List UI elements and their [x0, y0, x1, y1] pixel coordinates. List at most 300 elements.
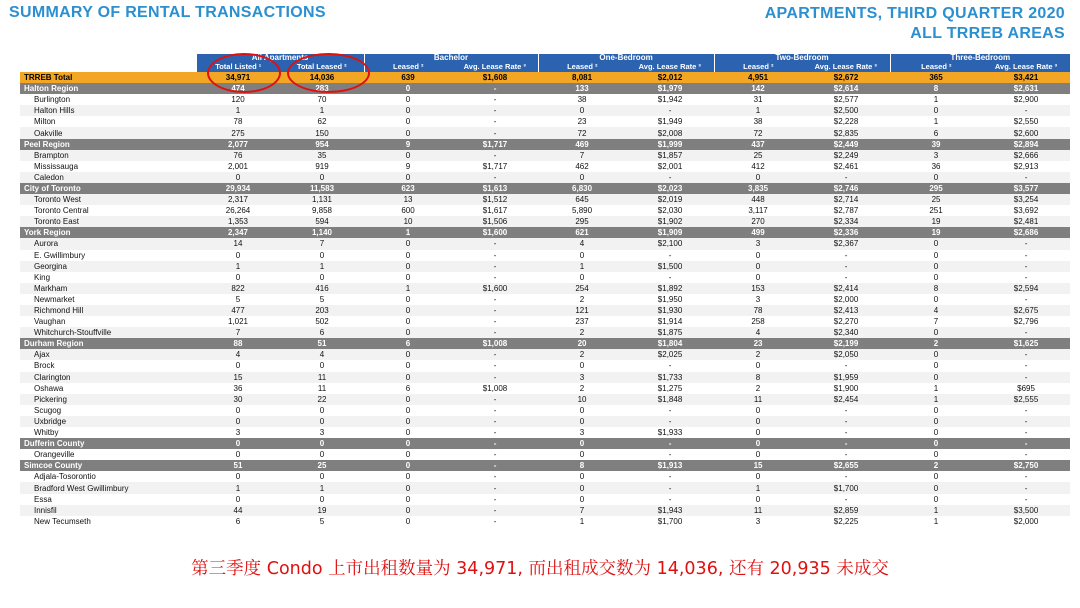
table-cell: - — [844, 405, 848, 415]
table-cell: 20 — [538, 338, 626, 349]
table-cell: - — [452, 305, 538, 316]
table-cell: 25 — [890, 194, 982, 205]
table-cell: 3 — [579, 428, 585, 438]
area-name: Burlington — [34, 95, 71, 105]
table-cell: 2 — [890, 338, 982, 349]
table-row — [20, 405, 1070, 416]
table-cell: 4 — [538, 238, 626, 249]
table-cell: $1,933 — [657, 428, 683, 438]
table-cell: 0 — [579, 450, 585, 460]
table-cell: 1 — [538, 261, 626, 272]
area-name: Milton — [34, 117, 56, 127]
table-row — [20, 482, 1070, 493]
subtitle-line-1: APARTMENTS, THIRD QUARTER 2020 — [764, 5, 1065, 22]
table-cell: 0 — [319, 494, 325, 504]
table-cell: - — [452, 261, 538, 272]
table-cell: - — [1024, 472, 1028, 482]
table-cell: 0 — [364, 83, 452, 94]
column-header: Total Listed ¹ — [196, 62, 280, 72]
table-cell: $2,672 — [802, 72, 890, 83]
table-cell: $2,796 — [1013, 317, 1039, 327]
table-cell: $1,999 — [626, 139, 714, 150]
group-one-bedroom: One-Bedroom — [538, 54, 714, 62]
table-cell: $2,675 — [982, 305, 1070, 316]
table-cell: 0 — [319, 272, 325, 282]
area-name: Bradford West Gwillimbury — [20, 482, 196, 493]
table-cell: 1 — [890, 505, 982, 516]
table-row — [20, 150, 1070, 161]
table-cell: $2,008 — [626, 127, 714, 138]
table-cell: $1,600 — [452, 227, 538, 238]
table-cell: - — [802, 438, 890, 449]
table-cell: 3 — [538, 372, 626, 383]
table-cell: $2,686 — [982, 227, 1070, 238]
table-cell: 295 — [538, 216, 626, 227]
table-cell: - — [626, 105, 714, 116]
table-cell: - — [493, 450, 497, 460]
table-cell: 4 — [196, 349, 280, 360]
table-cell: 5 — [319, 516, 325, 526]
table-cell: - — [668, 250, 672, 260]
table-cell: 5 — [319, 294, 325, 304]
table-cell: 0 — [319, 472, 325, 482]
table-cell: 121 — [538, 305, 626, 316]
area-name: Markham — [20, 283, 196, 294]
subtitle-line-2: ALL TRREB AREAS — [910, 25, 1065, 42]
table-cell: - — [452, 105, 538, 116]
table-cell: - — [982, 238, 1070, 249]
table-cell: 0 — [405, 250, 411, 260]
table-cell: - — [626, 438, 714, 449]
table-cell: 0 — [890, 105, 982, 116]
table-cell: 19 — [280, 505, 364, 516]
table-cell: 621 — [538, 227, 626, 238]
table-cell: 0 — [364, 327, 452, 338]
table-cell: $2,050 — [802, 349, 890, 360]
table-cell: 13 — [364, 194, 452, 205]
region-row — [20, 460, 1070, 471]
table-cell: $2,750 — [982, 460, 1070, 471]
table-cell: 3 — [714, 238, 802, 249]
table-cell: - — [493, 250, 497, 260]
table-cell: 150 — [280, 127, 364, 138]
table-cell: 8 — [890, 283, 982, 294]
table-cell: $1,914 — [657, 317, 683, 327]
table-cell: - — [452, 327, 538, 338]
table-cell: 0 — [890, 238, 982, 249]
table-cell: 1 — [714, 105, 802, 116]
table-cell: $1,008 — [482, 383, 508, 393]
table-row — [20, 161, 1070, 172]
table-cell: - — [493, 494, 497, 504]
table-cell: $1,900 — [833, 383, 859, 393]
table-cell: 0 — [538, 438, 626, 449]
table-cell: 0 — [235, 494, 241, 504]
table-cell: 0 — [755, 405, 761, 415]
table-cell: 1 — [196, 105, 280, 116]
table-cell: 11 — [280, 372, 364, 383]
table-cell: 36 — [233, 383, 243, 393]
table-cell: 1 — [933, 516, 939, 526]
table-cell: $1,700 — [657, 516, 683, 526]
table-cell: $1,930 — [626, 305, 714, 316]
table-cell: 6 — [405, 383, 411, 393]
table-row — [20, 383, 1070, 394]
table-cell: 11 — [714, 394, 802, 405]
table-cell: 6 — [890, 127, 982, 138]
region-row — [20, 183, 1070, 194]
table-cell: $1,959 — [802, 372, 890, 383]
table-cell: 600 — [401, 206, 415, 216]
table-cell: 142 — [714, 83, 802, 94]
table-cell: $2,012 — [626, 72, 714, 83]
table-cell: 594 — [280, 216, 364, 227]
table-cell: 3 — [890, 150, 982, 161]
table-cell: 0 — [714, 172, 802, 183]
table-cell: 1 — [890, 394, 982, 405]
table-cell: 72 — [538, 127, 626, 138]
table-cell: - — [493, 95, 497, 105]
table-cell: 15 — [714, 460, 802, 471]
area-name: Caledon — [20, 172, 196, 183]
table-row — [20, 116, 1070, 127]
table-row — [20, 516, 1070, 527]
table-cell: 0 — [235, 272, 241, 282]
table-cell: - — [668, 405, 672, 415]
table-cell: 0 — [755, 494, 761, 504]
table-cell: 0 — [538, 416, 626, 427]
table-cell: 1,353 — [196, 216, 280, 227]
area-name: Orangeville — [34, 450, 75, 460]
area-name: Aurora — [20, 238, 196, 249]
table-cell: - — [982, 105, 1070, 116]
table-cell: $1,902 — [626, 216, 714, 227]
table-cell: 3 — [755, 294, 761, 304]
table-cell: $3,254 — [982, 194, 1070, 205]
table-cell: 4 — [280, 349, 364, 360]
table-cell: 7 — [538, 150, 626, 161]
table-cell: $2,746 — [802, 183, 890, 194]
table-row — [20, 394, 1070, 405]
table-cell: 2 — [714, 349, 802, 360]
table-cell: 0 — [890, 261, 982, 272]
table-cell: 7 — [933, 317, 939, 327]
table-cell: 7 — [280, 238, 364, 249]
table-cell: 19 — [890, 227, 982, 238]
table-cell: 38 — [753, 117, 763, 127]
table-cell: $1,892 — [626, 283, 714, 294]
table-cell: - — [1024, 361, 1028, 371]
table-cell: - — [844, 428, 848, 438]
table-cell: 1 — [364, 227, 452, 238]
table-cell: 477 — [196, 305, 280, 316]
table-cell: 2,001 — [227, 161, 249, 171]
rental-table-container — [20, 54, 1070, 527]
table-cell: - — [493, 472, 497, 482]
table-row — [20, 205, 1070, 216]
table-cell: 0 — [364, 127, 452, 138]
table-cell: 0 — [319, 361, 325, 371]
table-cell: - — [982, 438, 1070, 449]
table-cell: $3,577 — [982, 183, 1070, 194]
table-cell: 2,077 — [196, 139, 280, 150]
table-row — [20, 494, 1070, 505]
report-subtitle — [765, 4, 1065, 44]
group-three-bedroom: Three-Bedroom — [890, 54, 1070, 62]
table-row — [20, 505, 1070, 516]
area-name: City of Toronto — [20, 183, 196, 194]
table-cell: $2,270 — [833, 317, 859, 327]
column-header: Leased ² — [364, 62, 452, 72]
table-cell: 0 — [235, 405, 241, 415]
table-cell: $2,001 — [657, 161, 683, 171]
table-row — [20, 372, 1070, 383]
area-name: Pickering — [20, 394, 196, 405]
table-cell: - — [668, 494, 672, 504]
table-cell: 0 — [364, 305, 452, 316]
report-title: SUMMARY OF RENTAL TRANSACTIONS — [9, 4, 326, 21]
table-cell: 0 — [579, 250, 585, 260]
corner-cell — [20, 54, 196, 62]
table-cell: - — [452, 416, 538, 427]
table-cell: 203 — [280, 305, 364, 316]
table-cell: $1,613 — [452, 183, 538, 194]
table-cell: $2,249 — [802, 150, 890, 161]
table-cell: - — [493, 516, 497, 526]
table-cell: 0 — [755, 361, 761, 371]
table-cell: 0 — [196, 438, 280, 449]
table-cell: $2,025 — [626, 349, 714, 360]
table-cell: 2 — [579, 294, 585, 304]
table-cell: 4,951 — [714, 72, 802, 83]
rental-transactions-table — [20, 54, 1070, 527]
table-cell: $2,577 — [833, 95, 859, 105]
table-cell: 919 — [315, 161, 329, 171]
table-cell: 2 — [538, 349, 626, 360]
table-cell: - — [1024, 450, 1028, 460]
table-cell: $1,275 — [657, 383, 683, 393]
table-cell: 8 — [714, 372, 802, 383]
table-cell: $2,225 — [833, 516, 859, 526]
table-cell: 270 — [714, 216, 802, 227]
table-cell: $2,336 — [802, 227, 890, 238]
table-cell: 6 — [280, 327, 364, 338]
table-cell: 4 — [714, 327, 802, 338]
table-cell: 3,117 — [748, 206, 768, 216]
table-cell: 5,890 — [572, 206, 593, 216]
table-cell: 0 — [890, 172, 982, 183]
table-row — [20, 427, 1070, 438]
area-name: Richmond Hill — [20, 305, 196, 316]
table-cell: 2 — [890, 460, 982, 471]
table-cell: 72 — [714, 127, 802, 138]
table-cell: $1,717 — [452, 139, 538, 150]
table-cell: $2,835 — [802, 127, 890, 138]
column-header: Leased ² — [890, 62, 982, 72]
table-cell: - — [626, 172, 714, 183]
table-cell: $2,614 — [802, 83, 890, 94]
table-body — [20, 72, 1070, 527]
table-cell: 0 — [196, 172, 280, 183]
table-cell: 0 — [364, 482, 452, 493]
table-cell: - — [1024, 494, 1028, 504]
table-cell: $2,550 — [1013, 117, 1039, 127]
table-cell: - — [668, 450, 672, 460]
table-cell: 0 — [405, 516, 411, 526]
table-cell: 70 — [317, 95, 327, 105]
table-cell: $1,979 — [626, 83, 714, 94]
table-cell: 1 — [579, 516, 585, 526]
table-cell: 29,934 — [196, 183, 280, 194]
table-cell: 0 — [235, 361, 241, 371]
group-all-apartments: All Apartments — [196, 54, 364, 62]
table-cell: 0 — [579, 494, 585, 504]
table-cell: $2,228 — [833, 117, 859, 127]
area-name: Ajax — [20, 349, 196, 360]
table-cell: $2,413 — [802, 305, 890, 316]
table-cell: $1,608 — [452, 72, 538, 83]
area-name: Newmarket — [34, 294, 75, 304]
table-cell: 437 — [714, 139, 802, 150]
table-cell: - — [1024, 272, 1028, 282]
table-cell: $2,414 — [802, 283, 890, 294]
table-cell: $2,894 — [982, 139, 1070, 150]
table-cell: 6 — [235, 516, 241, 526]
table-cell: 7 — [538, 505, 626, 516]
table-cell: 0 — [196, 416, 280, 427]
table-cell: - — [844, 361, 848, 371]
table-cell: 0 — [755, 250, 761, 260]
table-cell: 51 — [196, 460, 280, 471]
table-cell: $3,500 — [982, 505, 1070, 516]
table-cell: 954 — [280, 139, 364, 150]
table-cell: 0 — [405, 95, 411, 105]
area-name: Toronto Central — [34, 206, 89, 216]
table-cell: 0 — [319, 405, 325, 415]
table-cell: 0 — [933, 250, 939, 260]
area-name: Innisfil — [20, 505, 196, 516]
table-cell: 0 — [364, 416, 452, 427]
table-row — [20, 238, 1070, 249]
table-cell: - — [493, 294, 497, 304]
table-cell: $2,555 — [982, 394, 1070, 405]
table-cell: 275 — [196, 127, 280, 138]
table-cell: 6,830 — [538, 183, 626, 194]
column-header: Leased ² — [538, 62, 626, 72]
table-cell: 258 — [751, 317, 765, 327]
table-cell: 0 — [364, 238, 452, 249]
table-row — [20, 105, 1070, 116]
table-cell: - — [844, 272, 848, 282]
column-header: Avg. Lease Rate ³ — [982, 62, 1070, 72]
table-cell: 1 — [933, 383, 939, 393]
table-cell: 0 — [538, 172, 626, 183]
table-cell: 4 — [890, 305, 982, 316]
table-cell: $2,023 — [626, 183, 714, 194]
table-cell: 0 — [579, 405, 585, 415]
table-cell: 78 — [233, 117, 243, 127]
table-cell: 0 — [579, 472, 585, 482]
table-cell: 36 — [931, 161, 941, 171]
table-row — [20, 272, 1070, 283]
table-cell: 11 — [317, 383, 327, 393]
table-cell: 0 — [755, 450, 761, 460]
table-cell: 469 — [538, 139, 626, 150]
table-cell: 120 — [231, 95, 245, 105]
table-cell: - — [452, 438, 538, 449]
table-cell: 0 — [933, 361, 939, 371]
table-cell: 0 — [538, 482, 626, 493]
table-cell: $3,692 — [1013, 206, 1039, 216]
table-cell: $2,787 — [833, 206, 859, 216]
table-cell: 3 — [319, 428, 325, 438]
table-cell: 0 — [405, 317, 411, 327]
region-row — [20, 338, 1070, 349]
table-cell: 8,081 — [538, 72, 626, 83]
table-cell: $2,030 — [657, 206, 683, 216]
table-cell: 1 — [196, 261, 280, 272]
table-cell: 822 — [196, 283, 280, 294]
table-cell: $1,500 — [626, 261, 714, 272]
table-cell: $2,655 — [802, 460, 890, 471]
table-cell: 14 — [196, 238, 280, 249]
table-cell: 0 — [319, 250, 325, 260]
table-cell: 2 — [755, 383, 761, 393]
table-cell: 31 — [753, 95, 763, 105]
table-row — [20, 349, 1070, 360]
table-cell: - — [668, 272, 672, 282]
table-cell: $2,367 — [802, 238, 890, 249]
table-cell: - — [668, 472, 672, 482]
table-cell: 44 — [196, 505, 280, 516]
table-cell: 2 — [579, 383, 585, 393]
table-cell: $1,913 — [626, 460, 714, 471]
table-cell: 0 — [714, 438, 802, 449]
region-row — [20, 83, 1070, 94]
table-cell: 0 — [579, 361, 585, 371]
table-cell: 1,140 — [280, 227, 364, 238]
table-cell: 0 — [280, 416, 364, 427]
table-cell: - — [1024, 294, 1028, 304]
table-cell: $2,913 — [1013, 161, 1039, 171]
table-cell: 0 — [890, 372, 982, 383]
table-cell: 448 — [714, 194, 802, 205]
table-cell: $2,631 — [982, 83, 1070, 94]
table-cell: $695 — [1017, 383, 1035, 393]
area-name: Whitby — [34, 428, 59, 438]
table-cell: $2,019 — [626, 194, 714, 205]
table-cell: - — [493, 317, 497, 327]
table-cell: 1,131 — [280, 194, 364, 205]
table-cell: $2,500 — [802, 105, 890, 116]
table-cell: 10 — [538, 394, 626, 405]
table-cell: - — [982, 372, 1070, 383]
table-cell: - — [668, 361, 672, 371]
table-cell: 0 — [933, 272, 939, 282]
table-cell: 10 — [364, 216, 452, 227]
table-cell: 35 — [280, 150, 364, 161]
area-name: Toronto West — [20, 194, 196, 205]
table-cell: 0 — [890, 327, 982, 338]
table-cell: $3,421 — [982, 72, 1070, 83]
region-row — [20, 139, 1070, 150]
table-cell: 645 — [538, 194, 626, 205]
table-cell: $2,666 — [982, 150, 1070, 161]
table-cell: $1,700 — [802, 482, 890, 493]
table-cell: 1 — [714, 482, 802, 493]
table-cell: - — [452, 127, 538, 138]
area-name: Mississauga — [34, 161, 79, 171]
